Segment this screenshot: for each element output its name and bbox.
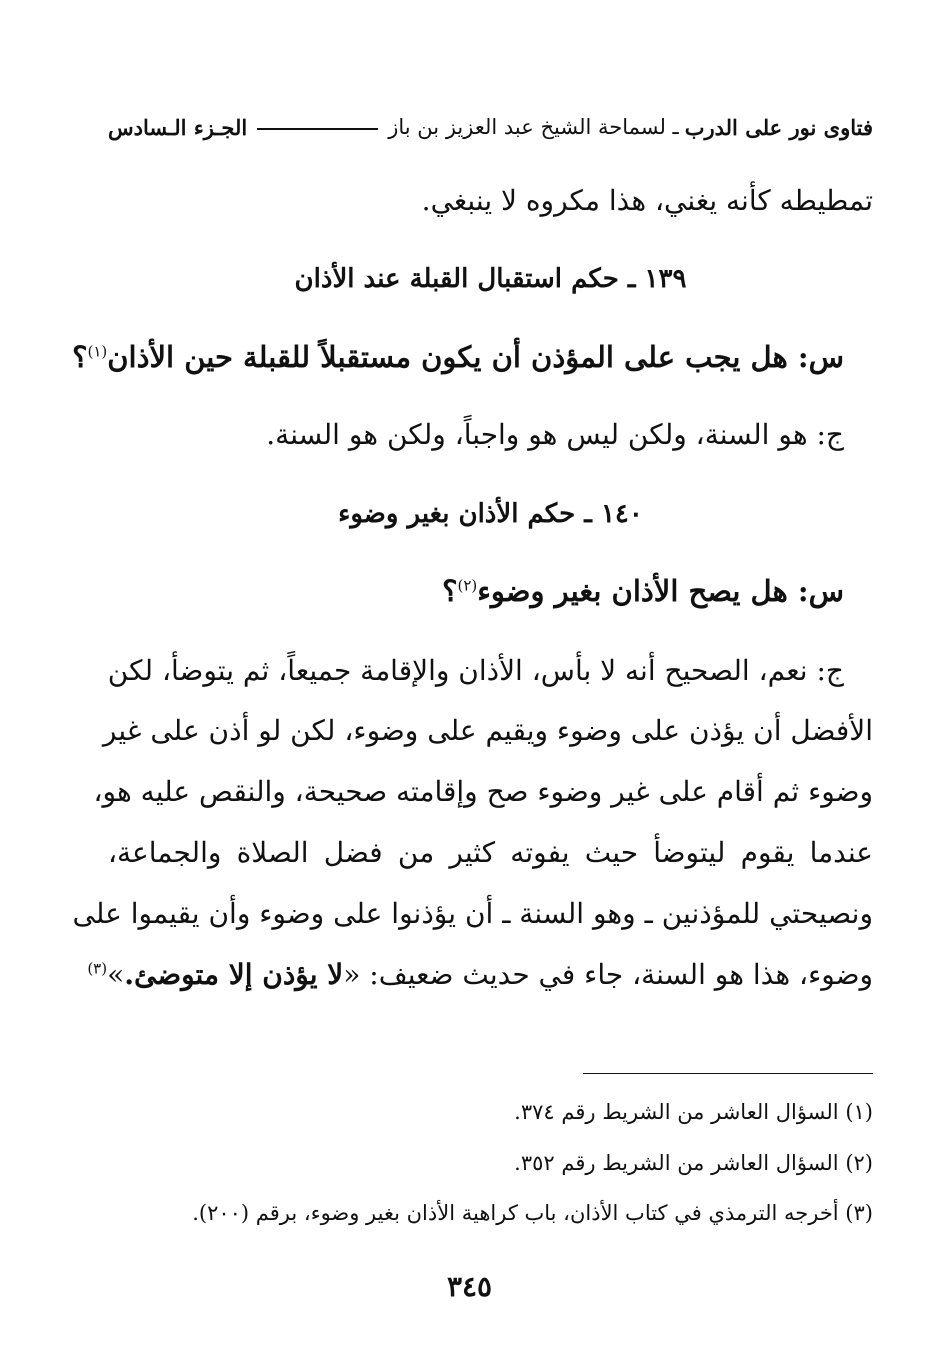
question-140 — [108, 574, 844, 608]
answer-140-line-4: عندما يقوم ليتوضأ حيث يفوته كثير من فضل الصلاة والجماعة، — [108, 836, 873, 869]
question-139 — [72, 340, 844, 374]
header-book-title: فتاوى نور على الدرب — [684, 114, 873, 140]
footnote-2: (٢) السؤال العاشر من الشريط رقم ٣٥٢. — [514, 1151, 873, 1175]
hadith-quote: لا يؤذن إلا متوضئ. — [124, 958, 344, 991]
question-139-mark: ؟ — [72, 340, 88, 374]
header-separator-line — [257, 128, 378, 130]
footnote-divider — [583, 1073, 873, 1074]
question-140-text: س: هل يصح الأذان بغير وضوء — [477, 574, 844, 608]
answer-140-line-2: الأفضل أن يؤذن على وضوء ويقيم على وضوء، لكن لو أذن على غير — [102, 714, 873, 747]
intro-line: تمطيطه كأنه يغني، هذا مكروه لا ينبغي. — [421, 184, 873, 217]
answer-139: ج: هو السنة، ولكن ليس هو واجباً، ولكن هو السنة. — [266, 418, 844, 451]
footnote-ref-2: (٢) — [457, 576, 478, 595]
header-author: ـ لسماحة الشيخ عبد العزيز بن باز — [388, 115, 679, 139]
footnote-3: (٣) أخرجه الترمذي في كتاب الأذان، باب كراهية الأذان بغير وضوء، برقم (٢٠٠). — [192, 1201, 873, 1225]
section-heading-140: ١٤٠ ـ حكم الأذان بغير وضوء — [338, 499, 643, 529]
answer-140-line-3: وضوء ثم أقام على غير وضوء صح وإقامته صحيحة، والنقص عليه هو، — [93, 775, 873, 808]
running-header — [108, 112, 873, 142]
footnote-ref-1: (١) — [87, 342, 108, 361]
footnote-1: (١) السؤال العاشر من الشريط رقم ٣٧٤. — [514, 1100, 873, 1124]
header-part: الجـزء الـسادس — [108, 114, 248, 140]
hadith-close-quote: » — [107, 958, 125, 991]
section-heading-139: ١٣٩ ـ حكم استقبال القبلة عند الأذان — [294, 264, 687, 294]
answer-140-line-5: ونصيحتي للمؤذنين ـ وهو السنة ـ أن يؤذنوا على وضوء وأن يقيموا على — [72, 897, 873, 930]
answer-140-line-6 — [87, 958, 873, 991]
question-139-text: س: هل يجب على المؤذن أن يكون مستقبلاً للقبلة حين الأذان — [107, 340, 844, 374]
answer-140-last-text: وضوء، هذا هو السنة، جاء في حديث ضعيف: « — [343, 958, 873, 991]
answer-140-line-1: ج: نعم، الصحيح أنه لا بأس، الأذان والإقامة جميعاً، ثم يتوضأ، لكن — [107, 654, 844, 687]
question-140-mark: ؟ — [442, 574, 458, 608]
footnote-ref-3: (٣) — [87, 959, 108, 978]
page-number: ٣٤٥ — [446, 1270, 493, 1303]
